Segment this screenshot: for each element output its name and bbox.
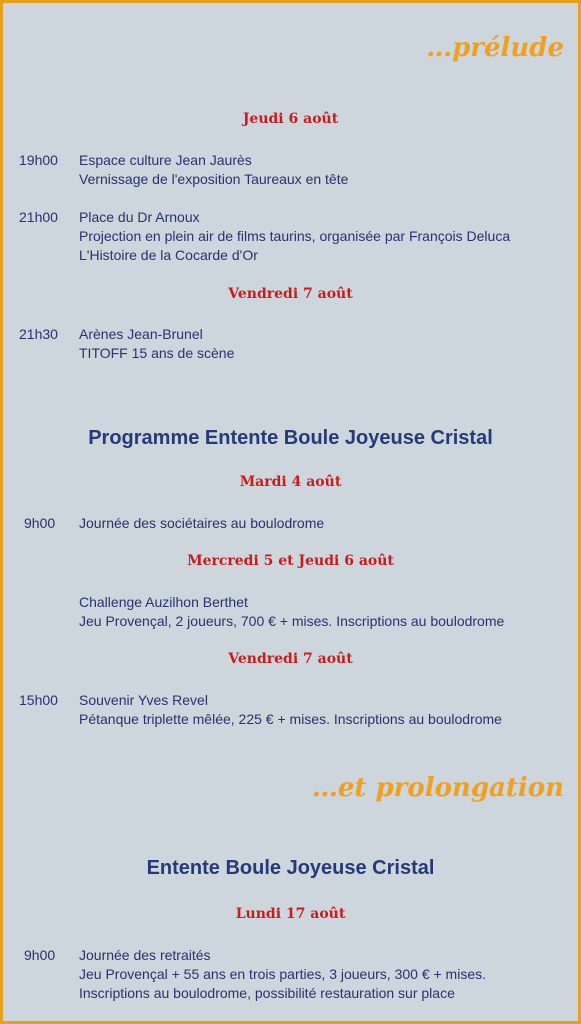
event-line: Arènes Jean-Brunel (79, 326, 203, 342)
event-line: Jeu Provençal, 2 joueurs, 700 € + mises. Inscriptions au boulodrome (79, 613, 505, 629)
day-heading: Jeudi 6 août (242, 111, 339, 127)
event-line: Pétanque triplette mêlée, 225 € + mises. Inscriptions au boulodrome (79, 711, 502, 727)
day-heading: Vendredi 7 août (228, 286, 353, 302)
event-time: 19h00 (19, 152, 58, 168)
event-details (79, 691, 570, 729)
section-heading: Entente Boule Joyeuse Cristal (146, 857, 435, 879)
event-details (79, 946, 570, 1003)
day-heading: Mardi 4 août (239, 474, 342, 490)
day-heading: Vendredi 7 août (228, 651, 353, 667)
event-line: Vernissage de l'exposition Taureaux en tête (79, 171, 349, 187)
event-details (79, 514, 570, 533)
prolongation-title: …et prolongation (311, 773, 564, 803)
event-line: Journée des sociétaires au boulodrome (79, 515, 325, 531)
event-line: Jeu Provençal + 55 ans en trois parties, 3 joueurs, 300 € + mises. (79, 966, 487, 982)
day-heading: Lundi 17 août (235, 906, 346, 922)
event-time: 9h00 (24, 515, 56, 531)
event-time: 21h00 (19, 209, 58, 225)
event-line: Place du Dr Arnoux (79, 209, 200, 225)
event-time: 9h00 (24, 947, 56, 963)
event-details (79, 208, 570, 265)
event-line: Inscriptions au boulodrome, possibilité restauration sur place (79, 985, 455, 1001)
event-details (79, 151, 570, 189)
event-line: Challenge Auzilhon Berthet (79, 594, 248, 610)
event-time: 21h30 (19, 326, 58, 342)
event-details (79, 593, 570, 631)
event-line: Journée des retraités (79, 947, 211, 963)
event-line: L'Histoire de la Cocarde d'Or (79, 247, 258, 263)
section-heading: Programme Entente Boule Joyeuse Cristal (88, 427, 493, 449)
event-line: TITOFF 15 ans de scène (79, 345, 235, 361)
prelude-title: …prélude (426, 33, 564, 63)
day-heading: Mercredi 5 et Jeudi 6 août (187, 553, 394, 569)
event-line: Projection en plein air de films taurins, organisée par François Deluca (79, 228, 511, 244)
event-details (79, 325, 570, 363)
event-line: Espace culture Jean Jaurès (79, 152, 252, 168)
event-time: 15h00 (19, 692, 58, 708)
event-line: Souvenir Yves Revel (79, 692, 208, 708)
